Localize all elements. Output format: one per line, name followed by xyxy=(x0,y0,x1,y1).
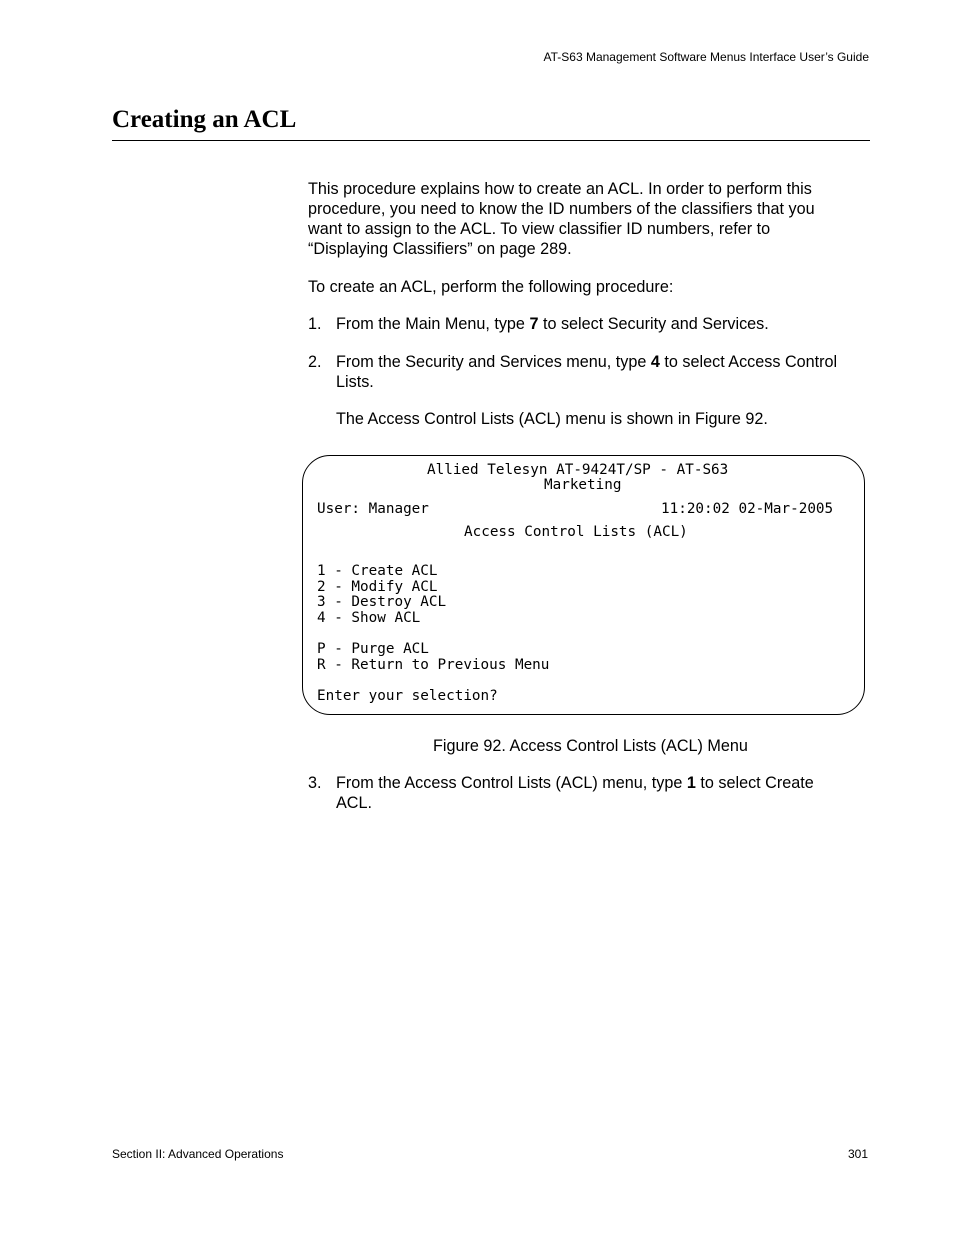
terminal-user: User: Manager xyxy=(317,501,429,517)
step-text: From the Security and Services menu, type xyxy=(336,353,651,371)
terminal-menu-title: Access Control Lists (ACL) xyxy=(464,524,688,540)
figure-caption: Figure 92. Access Control Lists (ACL) Menu xyxy=(433,737,748,755)
footer-section: Section II: Advanced Operations xyxy=(112,1147,284,1161)
menu-item-return[interactable]: R - Return to Previous Menu xyxy=(317,657,550,673)
intro-line: This procedure explains how to create an ACL. In order to perform this xyxy=(308,180,812,198)
step-text: ACL. xyxy=(336,794,372,812)
page-number: 301 xyxy=(847,1147,868,1161)
menu-item-create-acl[interactable]: 1 - Create ACL xyxy=(317,563,438,579)
menu-item-destroy-acl[interactable]: 3 - Destroy ACL xyxy=(317,594,447,610)
step-number: 1. xyxy=(308,315,322,333)
terminal-prompt[interactable]: Enter your selection? xyxy=(317,688,498,704)
intro-line: “Displaying Classifiers” on page 289. xyxy=(308,240,572,258)
step-3 xyxy=(308,773,873,813)
menu-item-show-acl[interactable]: 4 - Show ACL xyxy=(317,610,421,626)
step-key: 4 xyxy=(650,353,660,371)
step-text: to select Access Control xyxy=(659,353,838,371)
procedure-intro: To create an ACL, perform the following procedure: xyxy=(308,278,674,296)
title-rule xyxy=(112,140,870,141)
step-number: 2. xyxy=(308,353,322,371)
intro-paragraph xyxy=(308,179,873,259)
terminal-subtitle: Marketing xyxy=(544,477,622,493)
intro-line: procedure, you need to know the ID numbers of the classifiers that you xyxy=(308,200,815,218)
menu-item-purge-acl[interactable]: P - Purge ACL xyxy=(317,641,429,657)
terminal-datetime: 11:20:02 02-Mar-2005 xyxy=(661,501,834,517)
running-header: AT-S63 Management Software Menus Interface User’s Guide xyxy=(543,50,869,64)
step-number: 3. xyxy=(308,774,322,792)
step-key: 7 xyxy=(529,315,539,333)
terminal-screen xyxy=(302,455,865,715)
intro-line: want to assign to the ACL. To view classifier ID numbers, refer to xyxy=(308,220,771,238)
menu-item-modify-acl[interactable]: 2 - Modify ACL xyxy=(317,579,438,595)
step-2 xyxy=(308,352,873,392)
step-text: Lists. xyxy=(336,373,374,391)
step-1 xyxy=(308,314,873,334)
figure-reference-note: The Access Control Lists (ACL) menu is shown in Figure 92. xyxy=(336,410,768,428)
section-title: Creating an ACL xyxy=(112,106,297,133)
step-text: to select Security and Services. xyxy=(538,315,769,333)
step-text: to select Create xyxy=(695,774,814,792)
step-text: From the Access Control Lists (ACL) menu, type xyxy=(336,774,687,792)
step-text: From the Main Menu, type xyxy=(336,315,530,333)
step-key: 1 xyxy=(686,774,696,792)
terminal-title: Allied Telesyn AT-9424T/SP - AT-S63 xyxy=(427,462,729,478)
